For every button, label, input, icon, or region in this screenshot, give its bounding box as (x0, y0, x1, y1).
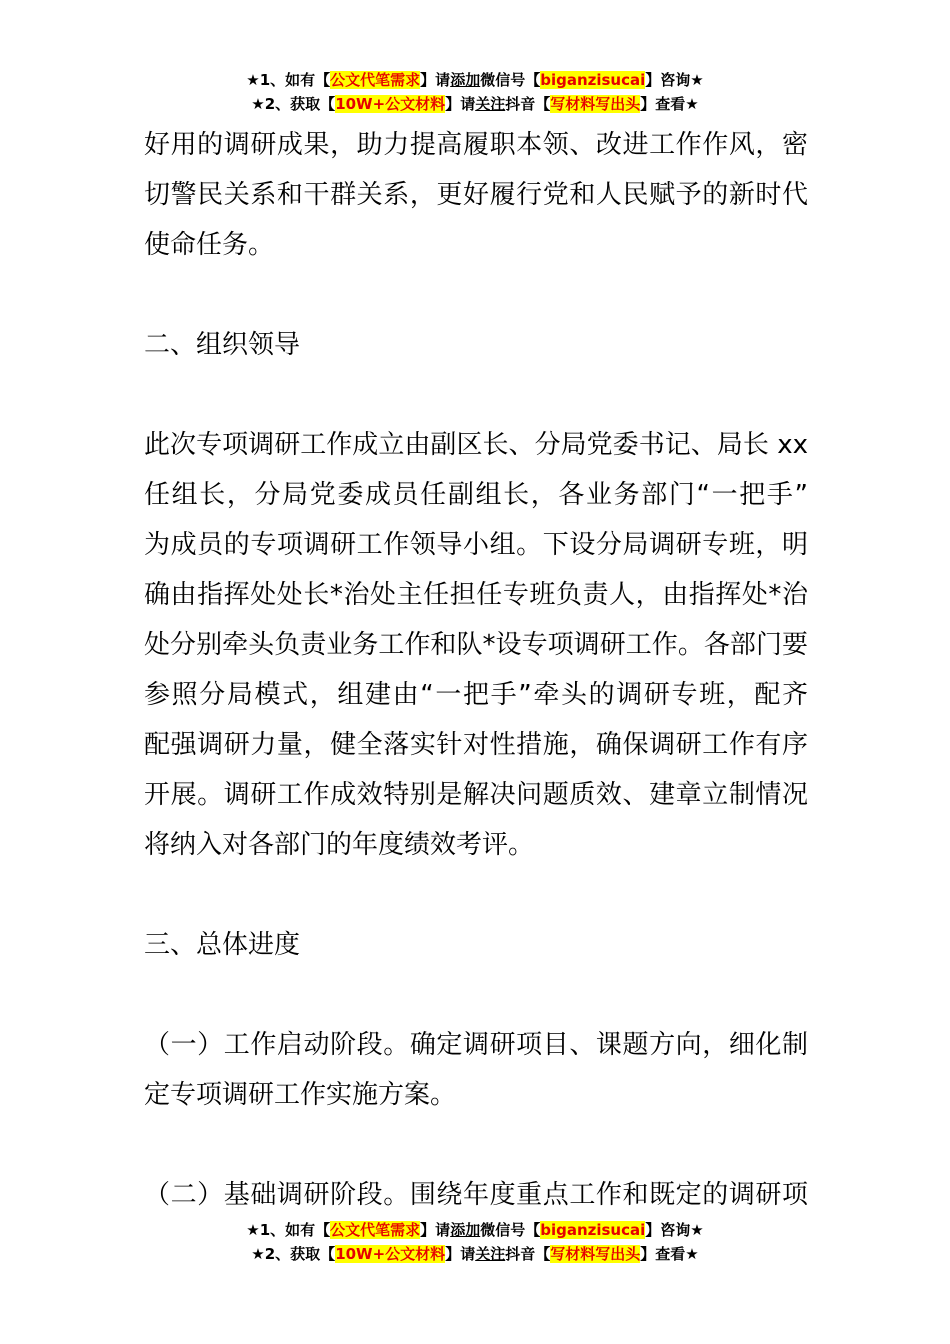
banner-underline: 添加 (450, 71, 481, 89)
banner-highlight: 10W+公文材料 (335, 95, 446, 113)
banner-text: 】咨询★ (645, 1221, 704, 1239)
blank-line (144, 970, 808, 1020)
body-line: 为成员的专项调研工作领导小组。下设分局调研专班，明 (144, 530, 808, 560)
header-banner (0, 68, 950, 116)
banner-text: 】查看★ (640, 1245, 699, 1263)
footer-banner (0, 1218, 950, 1266)
banner-text: 】咨询★ (645, 71, 704, 89)
body-line: 使命任务。 (144, 230, 275, 260)
banner-line-1 (0, 68, 950, 92)
banner-highlight: biganzisucai (540, 71, 646, 89)
body-line: （二）基础调研阶段。围绕年度重点工作和既定的调研项 (144, 1180, 808, 1210)
banner-text: ★1、如有【 (246, 1221, 331, 1239)
banner-highlight: 写材料写出头 (550, 1245, 641, 1263)
banner-text: ★2、获取【 (251, 1245, 336, 1263)
banner-highlight: biganzisucai (540, 1221, 646, 1239)
banner-text: 抖音【 (505, 95, 551, 113)
banner-text: 】请 (445, 95, 476, 113)
body-line: 任组长，分局党委成员任副组长，各业务部门“一把手” (144, 480, 808, 510)
banner-text: ★1、如有【 (246, 71, 331, 89)
banner-text: ★2、获取【 (251, 95, 336, 113)
blank-line (144, 870, 808, 920)
body-line: 参照分局模式，组建由“一把手”牵头的调研专班，配齐 (144, 680, 808, 710)
banner-line-1 (0, 1218, 950, 1242)
banner-highlight: 写材料写出头 (550, 95, 641, 113)
banner-line-2 (0, 92, 950, 116)
banner-text: 】请 (420, 71, 451, 89)
body-line: 定专项调研工作实施方案。 (144, 1080, 457, 1110)
banner-text: 抖音【 (505, 1245, 551, 1263)
body-line: 配强调研力量，健全落实针对性措施，确保调研工作有序 (144, 730, 808, 760)
body-line: 开展。调研工作成效特别是解决问题质效、建章立制情况 (144, 780, 808, 810)
banner-underline: 添加 (450, 1221, 481, 1239)
body-line: 此次专项调研工作成立由副区长、分局党委书记、局长 xx (144, 430, 808, 460)
blank-line (144, 270, 808, 320)
banner-highlight: 公文代笔需求 (330, 1221, 421, 1239)
body-line: 确由指挥处处长*治处主任担任专班负责人，由指挥处*治 (144, 580, 808, 610)
body-line: 切警民关系和干群关系，更好履行党和人民赋予的新时代 (144, 180, 808, 210)
banner-line-2 (0, 1242, 950, 1266)
body-line: （一）工作启动阶段。确定调研项目、课题方向，细化制 (144, 1030, 808, 1060)
banner-text: 】请 (445, 1245, 476, 1263)
blank-line (144, 370, 808, 420)
section-heading: 三、总体进度 (144, 930, 301, 960)
blank-line (144, 1120, 808, 1170)
banner-highlight: 10W+公文材料 (335, 1245, 446, 1263)
body-line: 将纳入对各部门的年度绩效考评。 (144, 830, 535, 860)
banner-text: 微信号【 (480, 1221, 541, 1239)
banner-text: 】查看★ (640, 95, 699, 113)
banner-text: 微信号【 (480, 71, 541, 89)
banner-underline: 关注 (475, 95, 506, 113)
body-line: 处分别牵头负责业务工作和队*设专项调研工作。各部门要 (144, 630, 808, 660)
section-heading: 二、组织领导 (144, 330, 301, 360)
body-line: 好用的调研成果，助力提高履职本领、改进工作作风，密 (144, 130, 808, 160)
banner-text: 】请 (420, 1221, 451, 1239)
banner-highlight: 公文代笔需求 (330, 71, 421, 89)
banner-underline: 关注 (475, 1245, 506, 1263)
document-body (144, 120, 808, 1220)
